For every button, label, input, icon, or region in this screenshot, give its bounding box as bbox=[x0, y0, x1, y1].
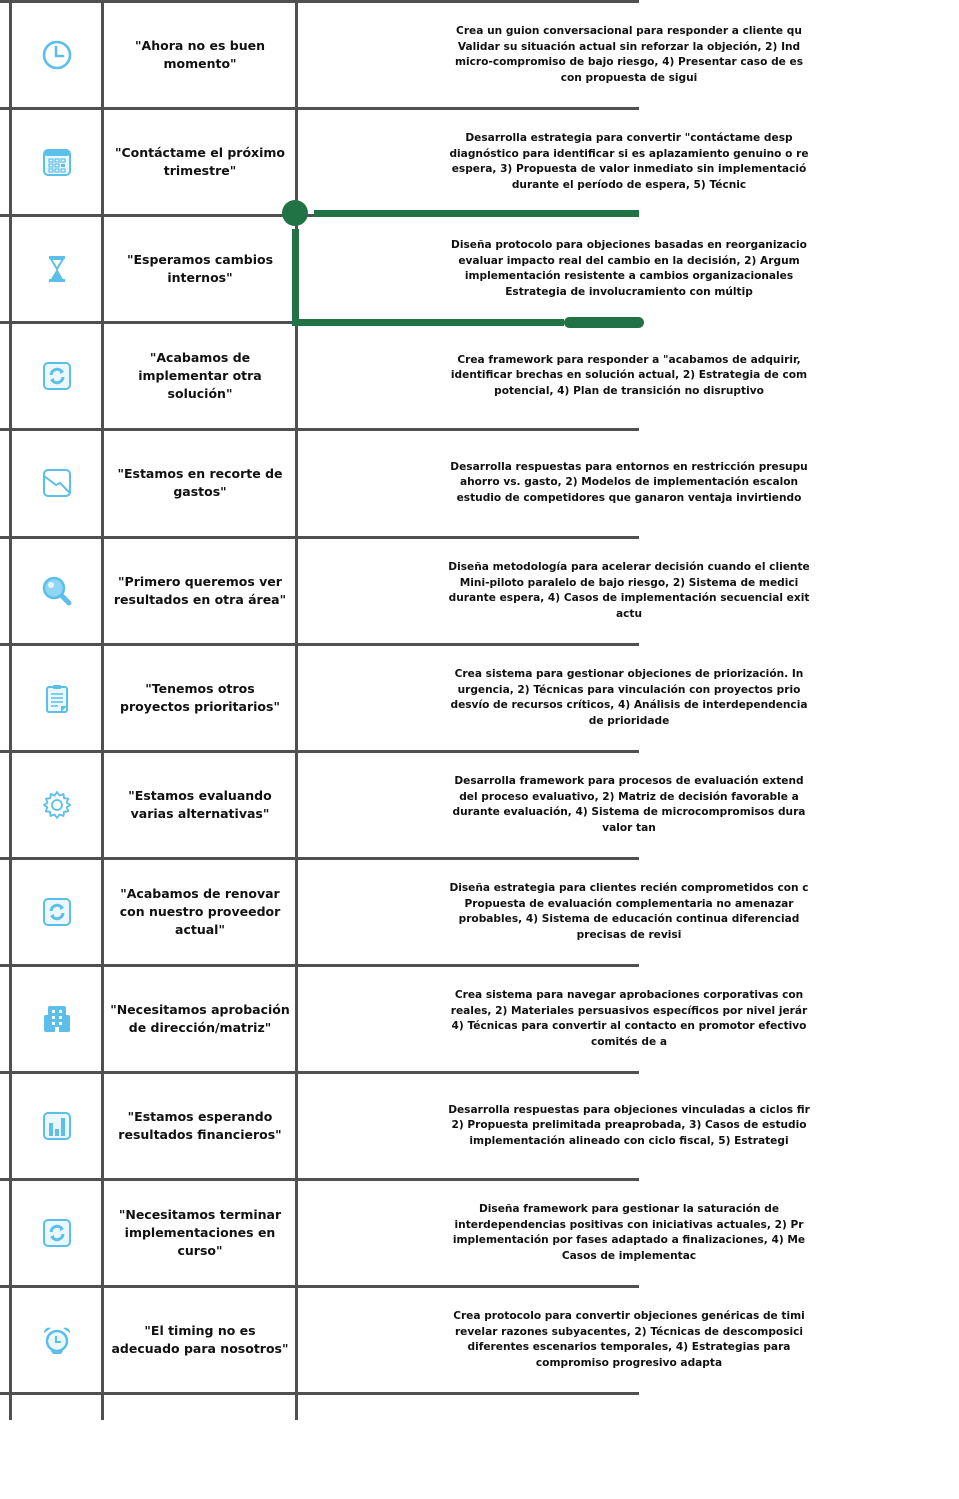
selection-border-left bbox=[292, 229, 299, 325]
icon-cell[interactable] bbox=[12, 3, 101, 107]
prompt-line: probables, 4) Sistema de educación continua diferenciad bbox=[458, 913, 800, 925]
prompt-cell[interactable] bbox=[299, 1395, 959, 1499]
prompt-cell[interactable] bbox=[299, 646, 959, 750]
prompt-line: precisas de revisi bbox=[576, 928, 682, 941]
prompt-line: valor tan bbox=[602, 821, 656, 834]
objection-text: "Acabamos de implementar otra solución" bbox=[138, 350, 262, 401]
calendar-icon bbox=[41, 146, 73, 178]
objection-cell[interactable] bbox=[104, 3, 296, 107]
prompt-cell[interactable] bbox=[299, 3, 959, 107]
clock-icon bbox=[41, 39, 73, 71]
prompt-line: Diseña metodología para acelerar decisión cuando el cliente bbox=[448, 561, 810, 573]
prompt-line: comités de a bbox=[590, 1035, 668, 1048]
prompt-line: implementación por fases adaptado a finalizaciones, 4) Me bbox=[452, 1234, 806, 1246]
building-icon bbox=[41, 1003, 73, 1035]
objection-cell[interactable] bbox=[104, 431, 296, 535]
objection-cell[interactable] bbox=[104, 967, 296, 1071]
prompt-line: con propuesta de sigui bbox=[560, 71, 698, 84]
refresh-icon bbox=[41, 896, 73, 928]
prompt-line: Casos de implementac bbox=[561, 1249, 697, 1262]
hourglass-icon bbox=[41, 253, 73, 285]
icon-cell[interactable] bbox=[12, 1074, 101, 1178]
objection-cell[interactable] bbox=[104, 860, 296, 964]
prompt-line: Validar su situación actual sin reforzar la objeción, 2) Ind bbox=[457, 40, 801, 53]
prompt-line: 4) Técnicas para convertir al contacto en promotor efectivo bbox=[451, 1020, 807, 1032]
prompt-line: micro-compromiso de bajo riesgo, 4) Presentar caso de es bbox=[454, 56, 804, 68]
objection-text: "Acabamos de renovar con nuestro proveedor actual" bbox=[119, 886, 281, 937]
selection-border-bottom bbox=[292, 319, 564, 326]
objection-cell[interactable] bbox=[104, 1395, 296, 1499]
table-row[interactable] bbox=[0, 1071, 810, 1178]
prompt-cell[interactable] bbox=[299, 860, 959, 964]
objection-cell[interactable] bbox=[104, 1288, 296, 1392]
objection-cell[interactable] bbox=[104, 110, 296, 214]
prompt-line: Crea sistema para navegar aprobaciones corporativas con bbox=[454, 989, 804, 1001]
refresh-icon bbox=[41, 1217, 73, 1249]
prompt-line: compromiso progresivo adapta bbox=[535, 1356, 723, 1369]
prompt-line: Crea framework para responder a "acabamos de adquirir, bbox=[457, 353, 801, 366]
prompt-line: durante espera, 4) Casos de implementación secuencial exit bbox=[448, 592, 810, 604]
prompt-line: Diseña protocolo para objeciones basadas en reorganizacio bbox=[451, 239, 807, 251]
objection-text: "Necesitamos aprobación de dirección/matriz" bbox=[110, 1002, 290, 1035]
table-row[interactable] bbox=[0, 0, 804, 107]
table-row[interactable] bbox=[0, 321, 808, 428]
column-divider bbox=[9, 0, 12, 1420]
prompt-cell[interactable] bbox=[299, 431, 959, 535]
selection-handle[interactable] bbox=[282, 200, 308, 226]
objection-text: "Necesitamos terminar implementaciones en curso" bbox=[118, 1207, 282, 1258]
table-row[interactable] bbox=[0, 857, 809, 964]
prompt-line: Crea protocolo para convertir objeciones genéricas de timi bbox=[453, 1310, 805, 1322]
prompt-line: Desarrolla respuestas para objeciones vinculadas a ciclos fir bbox=[448, 1103, 810, 1116]
prompt-line: Mini-piloto paralelo de bajo riesgo, 2) Sistema de medici bbox=[459, 576, 799, 589]
prompt-line: ahorro vs. gasto, 2) Modelos de implementación escalon bbox=[459, 476, 799, 489]
table-row[interactable] bbox=[0, 1285, 805, 1392]
table-row[interactable] bbox=[0, 1392, 639, 1499]
table-row[interactable] bbox=[0, 1178, 806, 1285]
table-row[interactable] bbox=[0, 428, 808, 535]
prompt-line: de prioridade bbox=[588, 714, 670, 727]
objection-cell[interactable] bbox=[104, 1181, 296, 1285]
objection-text: "Ahora no es buen momento" bbox=[135, 38, 265, 71]
objection-text: "El timing no es adecuado para nosotros" bbox=[111, 1323, 289, 1356]
objection-cell[interactable] bbox=[104, 324, 296, 428]
prompt-line: espera, 3) Propuesta de valor inmediato sin implementació bbox=[451, 163, 807, 175]
prompt-cell[interactable] bbox=[299, 110, 959, 214]
prompt-cell[interactable] bbox=[299, 324, 959, 428]
prompt-cell[interactable] bbox=[299, 539, 959, 643]
selection-border-top bbox=[314, 210, 639, 217]
column-divider bbox=[101, 0, 104, 1420]
table-row[interactable] bbox=[0, 536, 810, 643]
objection-cell[interactable] bbox=[104, 217, 296, 321]
table-row[interactable] bbox=[0, 750, 806, 857]
prompt-line: actu bbox=[615, 607, 643, 620]
alarm-clock-icon bbox=[41, 1324, 73, 1356]
prompt-cell[interactable] bbox=[299, 753, 959, 857]
prompt-line: diferentes escenarios temporales, 4) Estrategias para bbox=[467, 1341, 791, 1353]
icon-cell[interactable] bbox=[12, 1181, 101, 1285]
bar-chart-icon bbox=[41, 1110, 73, 1142]
prompt-line: Crea un guion conversacional para responder a cliente qu bbox=[456, 25, 802, 37]
prompt-line: desvío de recursos críticos, 4) Análisis de interdependencia bbox=[450, 699, 808, 711]
prompt-cell[interactable] bbox=[299, 1181, 959, 1285]
table-row[interactable] bbox=[0, 643, 808, 750]
gear-icon bbox=[41, 789, 73, 821]
prompt-line: Desarrolla framework para procesos de evaluación extend bbox=[454, 775, 804, 787]
icon-cell[interactable] bbox=[12, 324, 101, 428]
icon-cell[interactable] bbox=[12, 753, 101, 857]
prompt-line: durante evaluación, 4) Sistema de microcompromisos dura bbox=[452, 806, 806, 818]
icon-cell[interactable] bbox=[12, 860, 101, 964]
clipboard-icon bbox=[41, 682, 73, 714]
icon-cell[interactable] bbox=[12, 646, 101, 750]
prompt-line: interdependencias positivas con iniciativas actuales, 2) Pr bbox=[454, 1218, 804, 1231]
prompt-cell[interactable] bbox=[299, 217, 959, 321]
icon-cell[interactable] bbox=[12, 967, 101, 1071]
prompt-line: Desarrolla estrategia para convertir "contáctame desp bbox=[465, 132, 793, 144]
prompt-line: evaluar impacto real del cambio en la decisión, 2) Argum bbox=[458, 254, 800, 267]
objection-text: "Estamos esperando resultados financieros" bbox=[118, 1109, 282, 1142]
prompt-line: Crea sistema para gestionar objeciones de priorización. In bbox=[454, 668, 804, 680]
prompt-line: Estrategia de involucramiento con múltip bbox=[505, 285, 753, 298]
prompt-line: durante el período de espera, 5) Técnic bbox=[511, 178, 747, 191]
prompt-line: revelar razones subyacentes, 2) Técnicas de descomposici bbox=[454, 1325, 804, 1338]
objection-cell[interactable] bbox=[104, 1074, 296, 1178]
icon-cell[interactable] bbox=[12, 217, 101, 321]
table-row[interactable] bbox=[0, 214, 807, 321]
prompt-cell[interactable] bbox=[299, 967, 959, 1071]
prompt-line: diagnóstico para identificar si es aplazamiento genuino o re bbox=[449, 147, 809, 160]
objection-cell[interactable] bbox=[104, 753, 296, 857]
prompt-line: Desarrolla respuestas para entornos en restricción presupu bbox=[450, 460, 808, 473]
objection-text: "Estamos evaluando varias alternativas" bbox=[128, 788, 272, 821]
icon-cell[interactable] bbox=[12, 539, 101, 643]
prompt-cell[interactable] bbox=[299, 1074, 959, 1178]
prompt-line: implementación alineado con ciclo fiscal, 5) Estrategi bbox=[469, 1134, 789, 1147]
prompt-line: 2) Propuesta prelimitada preaprobada, 3) Casos de estudio bbox=[451, 1119, 807, 1132]
selection-resize-handle[interactable] bbox=[564, 317, 644, 328]
prompt-cell[interactable] bbox=[299, 1288, 959, 1392]
objection-text: "Esperamos cambios internos" bbox=[126, 252, 274, 285]
objection-text: "Estamos en recorte de gastos" bbox=[117, 466, 283, 499]
prompt-line: identificar brechas en solución actual, 2) Estrategia de com bbox=[450, 369, 808, 382]
prompt-line: estudio de competidores que ganaron ventaja invirtiendo bbox=[456, 491, 802, 504]
icon-cell[interactable] bbox=[12, 431, 101, 535]
objection-text: "Tenemos otros proyectos prioritarios" bbox=[120, 681, 280, 714]
table-row[interactable] bbox=[0, 107, 809, 214]
trend-down-icon bbox=[41, 467, 73, 499]
prompt-line: Propuesta de evaluación complementaria no amenazar bbox=[464, 897, 794, 910]
objection-text: "Contáctame el próximo trimestre" bbox=[114, 145, 286, 178]
refresh-icon bbox=[41, 360, 73, 392]
table-row[interactable] bbox=[0, 964, 808, 1071]
search-icon bbox=[41, 575, 73, 607]
icon-cell[interactable] bbox=[12, 1288, 101, 1392]
prompt-line: urgencia, 2) Técnicas para vinculación con proyectos prio bbox=[457, 683, 801, 696]
objection-cell[interactable] bbox=[104, 646, 296, 750]
prompt-line: Diseña framework para gestionar la saturación de bbox=[478, 1203, 780, 1215]
prompt-line: implementación resistente a cambios organizacionales bbox=[464, 270, 794, 282]
prompt-line: potencial, 4) Plan de transición no disruptivo bbox=[494, 384, 764, 397]
icon-cell[interactable] bbox=[12, 1395, 101, 1499]
objection-text: "Primero queremos ver resultados en otra área" bbox=[113, 574, 287, 607]
prompt-line: reales, 2) Materiales persuasivos específicos por nivel jerár bbox=[450, 1004, 808, 1017]
prompt-line: Diseña estrategia para clientes recién comprometidos con c bbox=[449, 882, 809, 894]
objection-cell[interactable] bbox=[104, 539, 296, 643]
icon-cell[interactable] bbox=[12, 110, 101, 214]
prompt-line: del proceso evaluativo, 2) Matriz de decisión favorable a bbox=[459, 790, 799, 803]
